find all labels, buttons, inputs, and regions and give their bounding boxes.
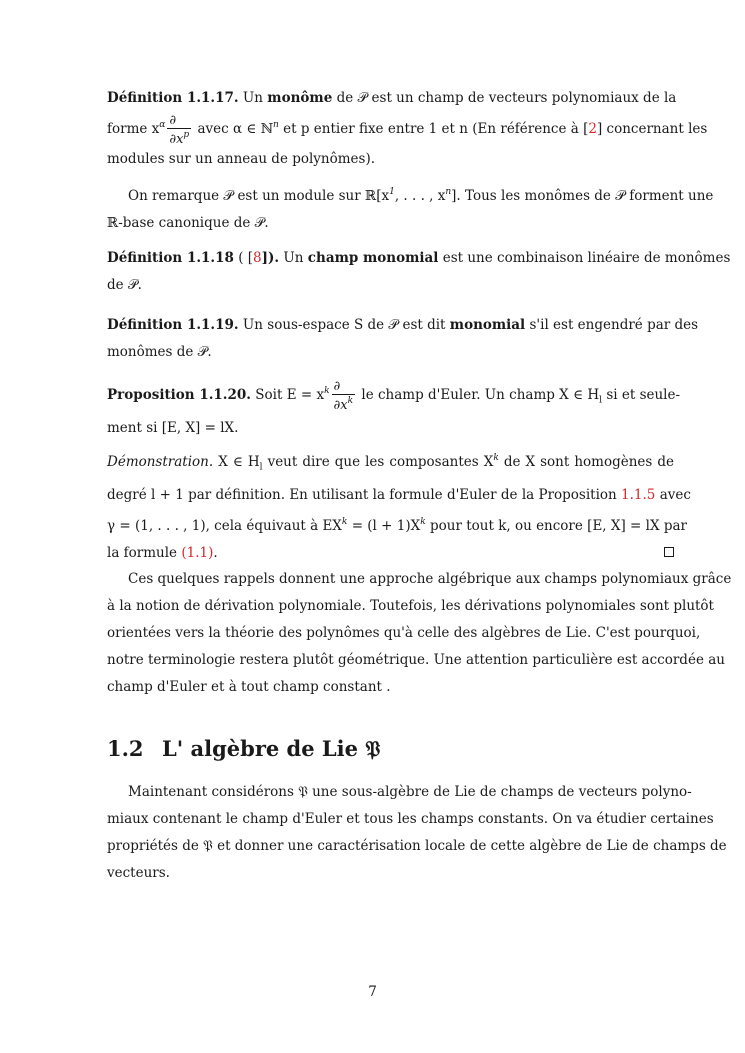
paragraph-line: propriétés de 𝔓 et donner une caractérisation locale de cette algèbre de Lie de champs de — [107, 838, 727, 854]
text: et p entier fixe entre 1 et n (En référence à [ — [283, 121, 589, 137]
superscript: 1 — [389, 187, 395, 197]
paragraph-line: miaux contenant le champ d'Euler et tous les champs constants. On va étudier certaines — [107, 811, 714, 827]
proof — [107, 445, 691, 567]
text: , . . . , x — [394, 188, 446, 204]
def1117-line3: modules sur un anneau de polynômes). — [107, 150, 376, 167]
superscript: p — [183, 129, 190, 140]
def1117-line2 — [107, 112, 708, 147]
def1119-line2: monômes de 𝒫. — [107, 344, 212, 360]
partial-fraction — [167, 114, 191, 146]
text: ] concernant les — [596, 121, 708, 137]
section-heading — [107, 736, 380, 762]
prop1120-label: Proposition 1.1.20. — [107, 387, 251, 403]
superscript: n — [273, 120, 279, 130]
text: degré l + 1 par définition. En utilisant la formule d'Euler de la Proposition — [107, 486, 617, 503]
text: Un — [242, 90, 263, 106]
proof-label: Démonstration. — [107, 454, 214, 470]
superscript: α — [159, 120, 166, 130]
text: forme x — [107, 121, 160, 137]
text: Un sous-espace S de 𝒫 est dit — [242, 317, 446, 333]
text: la formule — [107, 544, 178, 561]
keyword-monomial: monomial — [449, 317, 526, 333]
section-title: L' algèbre de Lie 𝔓 — [162, 736, 381, 761]
proposition-1-1-20 — [107, 378, 681, 442]
paragraph-line: Ces quelques rappels donnent une approche algébrique aux champs polynomiaux grâce — [128, 571, 732, 587]
text: pour tout k, ou encore [E, X] = lX par — [430, 517, 688, 534]
partial-fraction — [332, 380, 356, 412]
remark-paragraph — [107, 179, 714, 237]
prop1120-line1 — [107, 378, 681, 415]
text: On remarque 𝒫 est un module sur ℝ[x — [128, 188, 390, 204]
text: . — [213, 544, 218, 561]
text: ∂x — [169, 131, 184, 147]
keyword-champ-monomial: champ monomial — [307, 250, 439, 266]
page-number: 7 — [368, 984, 377, 1000]
def1118-line2: de 𝒫. — [107, 277, 142, 293]
paragraph-line: champ d'Euler et à tout champ constant . — [107, 679, 391, 695]
text: = (l + 1)X — [351, 517, 421, 534]
def1119-line1 — [107, 312, 699, 339]
paragraph-line: à la notion de dérivation polynomiale. Toutefois, les dérivations polynomiales sont plutôt — [107, 598, 714, 614]
paragraph-rappels — [107, 566, 732, 701]
superscript: n — [445, 187, 452, 197]
text: veut dire que les composantes X — [267, 454, 494, 470]
text: ( [ — [238, 250, 254, 266]
qed-square-icon — [664, 547, 674, 557]
text: le champ d'Euler. Un champ X ∈ H — [361, 387, 600, 403]
superscript: k — [420, 516, 426, 527]
def1118-label: Définition 1.1.18 — [107, 250, 234, 266]
def1119-label: Définition 1.1.19. — [107, 317, 239, 333]
proof-line4 — [107, 540, 674, 567]
text: de X sont homogènes de — [503, 454, 674, 470]
proof-line3 — [107, 509, 688, 540]
text: γ = (1, . . . , 1), cela équivaut à EX — [107, 517, 342, 534]
paragraph-line: notre terminologie restera plutôt géométrique. Une attention particulière est accordée au — [107, 652, 725, 668]
paragraph-line: Maintenant considérons 𝔓 une sous-algèbre de Lie de champs de vecteurs polyno- — [128, 784, 692, 800]
keyword-monome: monôme — [267, 90, 333, 106]
equation-link[interactable]: (1.1) — [181, 544, 214, 561]
definition-1-1-17 — [107, 85, 708, 173]
section-number: 1.2 — [107, 736, 144, 761]
def1118-line1 — [107, 245, 731, 272]
text: ]. Tous les monômes de 𝒫 forment une — [451, 188, 714, 204]
definition-1-1-18 — [107, 245, 731, 299]
superscript: k — [341, 516, 348, 527]
text: ]). — [261, 250, 280, 266]
proposition-link[interactable]: 1.1.5 — [621, 486, 656, 503]
text: Un — [283, 250, 304, 266]
superscript: k — [324, 386, 330, 396]
text: s'il est engendré par des — [529, 317, 699, 333]
superscript: k — [347, 395, 354, 406]
definition-1-1-19 — [107, 312, 699, 366]
citation-link[interactable]: 2 — [588, 121, 597, 137]
fraction-denominator — [167, 128, 191, 146]
paragraph-section — [107, 779, 727, 887]
text: Soit E = x — [255, 387, 325, 403]
fraction-numerator: ∂ — [169, 112, 177, 128]
paragraph-line: vecteurs. — [107, 865, 170, 881]
text: si et seule- — [606, 387, 681, 403]
subscript: l — [599, 395, 603, 406]
paragraph-line: orientées vers la théorie des polynômes qu'à celle des algèbres de Lie. C'est pourquoi, — [107, 625, 701, 641]
def1117-label: Définition 1.1.17. — [107, 90, 239, 106]
superscript: k — [493, 453, 499, 463]
text: avec α ∈ ℕ — [197, 121, 274, 137]
text: de 𝒫 est un champ de vecteurs polynomiaux de la — [336, 90, 677, 106]
proof-line1 — [107, 445, 674, 482]
proof-line2 — [107, 482, 691, 509]
subscript: l — [259, 462, 263, 473]
fraction-numerator: ∂ — [333, 378, 341, 394]
remark-line1 — [107, 179, 714, 210]
text: X ∈ H — [218, 454, 260, 470]
fraction-denominator — [332, 394, 356, 412]
text: est une combinaison linéaire de monômes — [442, 250, 731, 266]
citation-link[interactable]: 8 — [253, 250, 262, 266]
def1117-line1 — [107, 85, 677, 112]
remark-line2: ℝ-base canonique de 𝒫. — [107, 215, 269, 231]
text: ∂x — [333, 397, 348, 413]
text: avec — [659, 486, 691, 503]
prop1120-line2: ment si [E, X] = lX. — [107, 419, 239, 436]
